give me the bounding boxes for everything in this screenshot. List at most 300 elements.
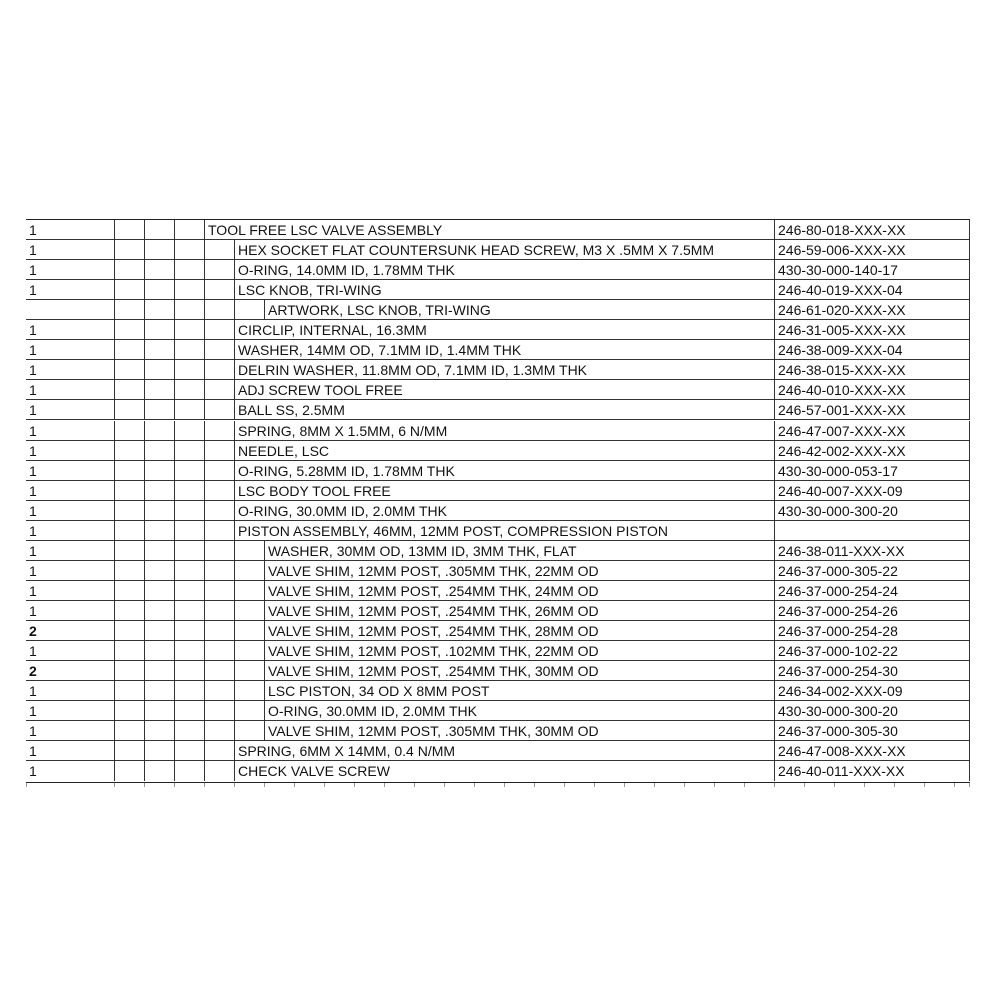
part-number-divider — [774, 741, 775, 761]
tick-mark — [264, 783, 265, 787]
table-right-edge — [969, 561, 970, 581]
part-number-cell: 246-37-000-102-22 — [778, 643, 898, 660]
table-right-edge — [969, 501, 970, 521]
column-divider — [144, 541, 145, 561]
table-row — [26, 581, 970, 601]
indent-divider — [234, 360, 235, 380]
description-cell: BALL SS, 2.5MM — [238, 402, 345, 419]
column-divider — [144, 701, 145, 721]
qty-cell: 1 — [29, 723, 37, 740]
column-divider — [114, 761, 115, 781]
indent-divider — [264, 621, 265, 641]
part-number-divider — [774, 461, 775, 481]
column-divider — [114, 621, 115, 641]
column-divider — [114, 461, 115, 481]
description-cell: NEEDLE, LSC — [238, 442, 330, 459]
table-right-edge — [969, 521, 970, 541]
indent-divider — [234, 521, 235, 541]
indent-divider — [264, 581, 265, 601]
indent-divider — [264, 561, 265, 581]
column-divider — [144, 721, 145, 741]
indent-divider — [264, 681, 265, 701]
table-right-edge — [969, 400, 970, 420]
tick-mark — [834, 783, 835, 787]
qty-cell: 1 — [29, 362, 37, 379]
column-divider — [114, 561, 115, 581]
column-divider — [114, 661, 115, 681]
description-cell: VALVE SHIM, 12MM POST, .305MM THK, 30MM OD — [268, 723, 599, 740]
indent-divider — [204, 541, 205, 561]
tick-mark — [969, 783, 970, 787]
indent-divider — [234, 561, 235, 581]
part-number-cell: 246-40-019-XXX-04 — [778, 282, 903, 299]
indent-divider — [234, 721, 235, 741]
part-number-divider — [774, 681, 775, 701]
table-right-edge — [969, 220, 970, 240]
tick-mark — [354, 783, 355, 787]
column-divider — [174, 561, 175, 581]
part-number-cell: 246-34-002-XXX-09 — [778, 683, 903, 700]
part-number-cell: 246-37-000-254-30 — [778, 663, 898, 680]
column-divider — [144, 621, 145, 641]
table-right-edge — [969, 601, 970, 621]
tick-mark — [714, 783, 715, 787]
column-divider — [174, 621, 175, 641]
table-right-edge — [969, 701, 970, 721]
indent-divider — [204, 501, 205, 521]
qty-cell: 1 — [29, 643, 37, 660]
table-row — [26, 421, 970, 441]
table-row — [26, 340, 970, 360]
part-number-divider — [774, 280, 775, 300]
indent-divider — [204, 521, 205, 541]
table-right-edge — [969, 461, 970, 481]
indent-divider — [234, 761, 235, 781]
column-divider — [144, 741, 145, 761]
table-right-edge — [969, 641, 970, 661]
column-divider — [114, 240, 115, 260]
column-divider — [144, 501, 145, 521]
table-right-edge — [969, 240, 970, 260]
part-number-divider — [774, 561, 775, 581]
table-right-edge — [969, 441, 970, 461]
qty-cell: 1 — [29, 462, 37, 479]
table-row — [26, 641, 970, 661]
tick-mark — [294, 783, 295, 787]
table-right-edge — [969, 621, 970, 641]
table-right-edge — [969, 340, 970, 360]
description-cell: VALVE SHIM, 12MM POST, .254MM THK, 24MM OD — [268, 582, 599, 599]
tick-mark — [534, 783, 535, 787]
tick-mark — [804, 783, 805, 787]
part-number-divider — [774, 360, 775, 380]
column-divider — [174, 260, 175, 280]
tick-mark — [204, 783, 205, 787]
column-divider — [174, 400, 175, 420]
column-divider — [114, 541, 115, 561]
column-divider — [144, 380, 145, 400]
description-cell: PISTON ASSEMBLY, 46MM, 12MM POST, COMPRESSION PISTON — [238, 522, 668, 539]
tick-mark — [504, 783, 505, 787]
table-row — [26, 721, 970, 741]
indent-divider — [234, 641, 235, 661]
table-right-edge — [969, 280, 970, 300]
tick-mark — [324, 783, 325, 787]
indent-divider — [204, 280, 205, 300]
indent-divider — [204, 481, 205, 501]
column-divider — [114, 701, 115, 721]
indent-divider — [204, 621, 205, 641]
part-number-cell: 430-30-000-053-17 — [778, 462, 898, 479]
column-divider — [114, 280, 115, 300]
table-right-edge — [969, 380, 970, 400]
column-divider — [114, 501, 115, 521]
part-number-divider — [774, 260, 775, 280]
indent-divider — [264, 601, 265, 621]
table-row — [26, 681, 970, 701]
qty-cell: 1 — [29, 442, 37, 459]
part-number-cell: 246-57-001-XXX-XX — [778, 402, 906, 419]
column-divider — [174, 280, 175, 300]
part-number-cell: 246-61-020-XXX-XX — [778, 302, 906, 319]
qty-cell: 1 — [29, 763, 37, 780]
indent-divider — [234, 661, 235, 681]
tick-mark — [954, 783, 955, 787]
part-number-cell: 246-40-011-XXX-XX — [778, 763, 905, 780]
description-cell: WASHER, 14MM OD, 7.1MM ID, 1.4MM THK — [238, 342, 522, 359]
column-divider — [174, 701, 175, 721]
column-divider — [174, 761, 175, 781]
column-divider — [144, 481, 145, 501]
part-number-divider — [774, 400, 775, 420]
part-number-divider — [774, 441, 775, 461]
part-number-divider — [774, 601, 775, 621]
indent-divider — [234, 701, 235, 721]
column-divider — [144, 661, 145, 681]
table-row — [26, 481, 970, 501]
indent-divider — [234, 320, 235, 340]
part-number-divider — [774, 761, 775, 781]
qty-cell: 1 — [29, 562, 37, 579]
indent-divider — [234, 421, 235, 441]
description-cell: WASHER, 30MM OD, 13MM ID, 3MM THK, FLAT — [268, 542, 577, 559]
part-number-cell: 246-59-006-XXX-XX — [778, 242, 906, 259]
column-divider — [174, 320, 175, 340]
column-divider — [144, 441, 145, 461]
indent-divider — [204, 220, 205, 240]
table-row — [26, 240, 970, 260]
description-cell: ARTWORK, LSC KNOB, TRI-WING — [268, 302, 491, 319]
column-divider — [144, 240, 145, 260]
part-number-cell: 246-37-000-305-30 — [778, 723, 898, 740]
part-number-divider — [774, 320, 775, 340]
qty-cell: 1 — [29, 402, 37, 419]
description-cell: SPRING, 8MM X 1.5MM, 6 N/MM — [238, 422, 448, 439]
tick-mark — [444, 783, 445, 787]
qty-cell: 1 — [29, 482, 37, 499]
part-number-cell: 246-37-000-254-24 — [778, 582, 898, 599]
column-divider — [114, 601, 115, 621]
table-right-edge — [969, 581, 970, 601]
column-divider — [114, 641, 115, 661]
indent-divider — [204, 661, 205, 681]
table-row — [26, 280, 970, 300]
table-right-edge — [969, 421, 970, 441]
description-cell: ADJ SCREW TOOL FREE — [238, 382, 403, 399]
column-divider — [144, 320, 145, 340]
part-number-cell: 246-38-011-XXX-XX — [778, 542, 905, 559]
part-number-cell: 246-47-008-XXX-XX — [778, 743, 906, 760]
part-number-divider — [774, 340, 775, 360]
column-divider — [144, 561, 145, 581]
indent-divider — [234, 541, 235, 561]
column-divider — [174, 721, 175, 741]
indent-divider — [264, 661, 265, 681]
description-cell: VALVE SHIM, 12MM POST, .254MM THK, 28MM OD — [268, 623, 599, 639]
table-row — [26, 300, 970, 320]
part-number-divider — [774, 701, 775, 721]
table-right-edge — [969, 741, 970, 761]
indent-divider — [204, 360, 205, 380]
qty-cell: 1 — [29, 322, 37, 339]
description-cell: VALVE SHIM, 12MM POST, .254MM THK, 30MM OD — [268, 663, 599, 680]
part-number-divider — [774, 621, 775, 641]
table-row — [26, 360, 970, 380]
part-number-divider — [774, 421, 775, 441]
tick-mark — [744, 783, 745, 787]
column-divider — [114, 421, 115, 441]
part-number-divider — [774, 380, 775, 400]
column-divider — [144, 601, 145, 621]
column-divider — [144, 400, 145, 420]
column-divider — [144, 220, 145, 240]
qty-cell: 2 — [29, 623, 37, 639]
column-divider — [114, 300, 115, 320]
description-cell: O-RING, 30.0MM ID, 2.0MM THK — [238, 502, 447, 519]
indent-divider — [234, 501, 235, 521]
qty-cell: 1 — [29, 222, 37, 238]
table-row — [26, 561, 970, 581]
qty-cell: 1 — [29, 743, 37, 760]
table-right-edge — [969, 661, 970, 681]
part-number-cell: 246-47-007-XXX-XX — [778, 422, 906, 439]
indent-divider — [204, 721, 205, 741]
column-divider — [144, 421, 145, 441]
indent-divider — [204, 581, 205, 601]
part-number-cell: 246-38-009-XXX-04 — [778, 342, 903, 359]
part-number-cell: 246-37-000-305-22 — [778, 562, 898, 579]
table-row — [26, 601, 970, 621]
indent-divider — [204, 320, 205, 340]
indent-divider — [204, 761, 205, 781]
part-number-divider — [774, 541, 775, 561]
column-divider — [114, 481, 115, 501]
qty-cell: 1 — [29, 342, 37, 359]
description-cell: HEX SOCKET FLAT COUNTERSUNK HEAD SCREW, M3 X .5MM X 7.5MM — [238, 242, 715, 259]
column-divider — [114, 320, 115, 340]
column-divider — [174, 360, 175, 380]
qty-cell: 1 — [29, 703, 37, 720]
indent-divider — [234, 741, 235, 761]
indent-divider — [234, 461, 235, 481]
qty-cell: 1 — [29, 502, 37, 519]
indent-divider — [204, 641, 205, 661]
part-number-divider — [774, 501, 775, 521]
indent-divider — [234, 621, 235, 641]
part-number-cell: 246-37-000-254-26 — [778, 602, 898, 619]
table-row — [26, 661, 970, 681]
column-divider — [114, 681, 115, 701]
column-divider — [144, 461, 145, 481]
indent-divider — [204, 421, 205, 441]
column-divider — [144, 340, 145, 360]
indent-divider — [204, 681, 205, 701]
indent-divider — [264, 701, 265, 721]
qty-cell: 1 — [29, 582, 37, 599]
description-cell: O-RING, 30.0MM ID, 2.0MM THK — [268, 703, 477, 720]
part-number-cell: 246-31-005-XXX-XX — [778, 322, 906, 339]
table-right-edge — [969, 360, 970, 380]
description-cell: CHECK VALVE SCREW — [238, 763, 390, 780]
column-divider — [144, 360, 145, 380]
indent-divider — [234, 681, 235, 701]
indent-divider — [204, 441, 205, 461]
indent-divider — [234, 240, 235, 260]
indent-divider — [204, 561, 205, 581]
part-number-divider — [774, 581, 775, 601]
part-number-cell: 246-80-018-XXX-XX — [778, 222, 906, 238]
column-divider — [114, 220, 115, 240]
description-cell: CIRCLIP, INTERNAL, 16.3MM — [238, 322, 427, 339]
table-right-edge — [969, 541, 970, 561]
tick-mark — [894, 783, 895, 787]
column-divider — [174, 661, 175, 681]
indent-divider — [264, 300, 265, 320]
indent-divider — [204, 461, 205, 481]
table-row — [26, 220, 970, 240]
column-divider — [144, 681, 145, 701]
column-divider — [174, 481, 175, 501]
part-number-divider — [774, 521, 775, 541]
table-right-edge — [969, 320, 970, 340]
table-row — [26, 380, 970, 400]
qty-cell: 1 — [29, 542, 37, 559]
part-number-cell: 246-40-007-XXX-09 — [778, 482, 903, 499]
table-row — [26, 761, 970, 781]
description-cell: VALVE SHIM, 12MM POST, .254MM THK, 26MM OD — [268, 602, 599, 619]
table-right-edge — [969, 761, 970, 781]
tick-mark — [26, 783, 27, 787]
part-number-divider — [774, 481, 775, 501]
indent-divider — [204, 300, 205, 320]
indent-divider — [234, 340, 235, 360]
tick-mark — [414, 783, 415, 787]
table-row — [26, 701, 970, 721]
description-cell: VALVE SHIM, 12MM POST, .305MM THK, 22MM OD — [268, 562, 599, 579]
column-divider — [144, 280, 145, 300]
column-divider — [174, 240, 175, 260]
qty-cell: 2 — [29, 663, 37, 680]
column-divider — [114, 521, 115, 541]
part-number-divider — [774, 220, 775, 240]
description-cell: O-RING, 5.28MM ID, 1.78MM THK — [238, 462, 455, 479]
part-number-cell: 246-42-002-XXX-XX — [778, 442, 906, 459]
column-divider — [174, 340, 175, 360]
table-row — [26, 521, 970, 541]
table-row — [26, 541, 970, 561]
indent-divider — [234, 601, 235, 621]
column-divider — [174, 601, 175, 621]
part-number-cell: 430-30-000-140-17 — [778, 262, 898, 279]
indent-divider — [204, 701, 205, 721]
description-cell: DELRIN WASHER, 11.8MM OD, 7.1MM ID, 1.3MM THK — [238, 362, 588, 379]
part-number-divider — [774, 641, 775, 661]
indent-divider — [234, 400, 235, 420]
table-right-edge — [969, 681, 970, 701]
qty-cell: 1 — [29, 422, 37, 439]
tick-mark — [594, 783, 595, 787]
column-divider — [174, 461, 175, 481]
column-divider — [114, 260, 115, 280]
part-number-cell: 246-37-000-254-28 — [778, 623, 898, 639]
tick-mark — [474, 783, 475, 787]
column-divider — [114, 741, 115, 761]
tick-mark — [864, 783, 865, 787]
indent-divider — [204, 340, 205, 360]
description-cell: SPRING, 6MM X 14MM, 0.4 N/MM — [238, 743, 456, 760]
column-divider — [174, 441, 175, 461]
part-number-divider — [774, 661, 775, 681]
qty-cell: 1 — [29, 522, 37, 539]
column-divider — [114, 360, 115, 380]
column-divider — [174, 581, 175, 601]
table-right-edge — [969, 260, 970, 280]
column-divider — [174, 541, 175, 561]
indent-divider — [234, 581, 235, 601]
table-right-edge — [969, 481, 970, 501]
indent-divider — [234, 481, 235, 501]
description-cell: LSC PISTON, 34 OD X 8MM POST — [268, 683, 490, 700]
indent-divider — [234, 280, 235, 300]
indent-divider — [204, 240, 205, 260]
indent-divider — [204, 380, 205, 400]
table-row — [26, 441, 970, 461]
column-divider — [174, 521, 175, 541]
indent-divider — [234, 260, 235, 280]
tick-mark — [774, 783, 775, 787]
description-cell: LSC BODY TOOL FREE — [238, 482, 391, 499]
part-number-divider — [774, 300, 775, 320]
indent-divider — [204, 741, 205, 761]
qty-cell: 1 — [29, 602, 37, 619]
tick-mark — [384, 783, 385, 787]
column-divider — [174, 741, 175, 761]
part-number-divider — [774, 721, 775, 741]
table-right-edge — [969, 721, 970, 741]
column-divider — [114, 721, 115, 741]
column-divider — [114, 441, 115, 461]
description-cell: VALVE SHIM, 12MM POST, .102MM THK, 22MM OD — [268, 643, 599, 660]
qty-cell: 1 — [29, 242, 37, 259]
table-row — [26, 320, 970, 340]
qty-cell: 1 — [29, 683, 37, 700]
column-divider — [174, 300, 175, 320]
qty-cell: 1 — [29, 262, 37, 279]
column-divider — [114, 400, 115, 420]
indent-divider — [234, 441, 235, 461]
description-cell: LSC KNOB, TRI-WING — [238, 282, 382, 299]
column-divider — [144, 761, 145, 781]
